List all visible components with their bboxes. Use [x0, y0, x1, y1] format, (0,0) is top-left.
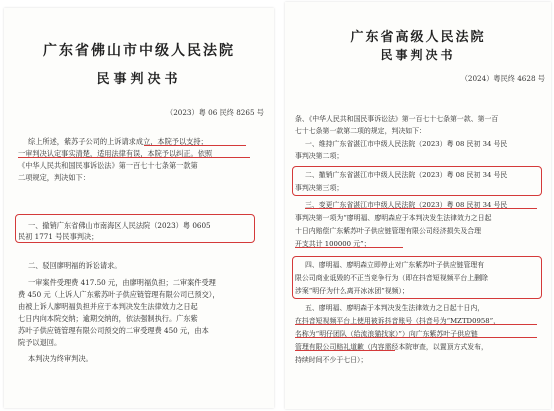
red-underline — [295, 337, 537, 338]
right-text-line: 持续时间不少于七日）； — [295, 356, 368, 364]
right-text-line: 一、维持广东省湛江市中级人民法院（2023）粤 08 民初 34 号民 — [305, 140, 508, 148]
red-underline — [295, 247, 403, 248]
left-text-line: 费 450 元（上诉人广东紫苏叶子供应链管理有限公司已预交）， — [18, 290, 220, 299]
red-underline — [295, 350, 395, 351]
right-text-line: 事判决第三项； — [295, 184, 344, 192]
right-text-line: 限公司商业诋毁的不正当竞争行为（即在抖音短视频平台上删除 — [295, 274, 488, 282]
right-text-line: 开支共计 100000 元”； — [295, 240, 371, 248]
left-doc-type: 民事判决书 — [96, 72, 182, 87]
red-highlight-box — [15, 214, 255, 243]
left-text-line: 《中华人民共和国民事诉讼法》第一百七十七条第一款第 — [18, 161, 198, 170]
left-text-line: 本判决为终审判决。 — [28, 354, 93, 363]
left-court-name: 广东省佛山市中级人民法院 — [43, 43, 235, 59]
right-judgment-page — [285, 2, 551, 409]
right-doc-type: 民事判决书 — [380, 48, 456, 62]
left-text-line: 院予以退回。 — [18, 338, 62, 347]
right-text-line: 管理有限公司赔礼道歉（内容需经本院审查，以置顶方式发布， — [295, 343, 488, 351]
right-text-line: 在抖音短视频平台上使用被诉抖音账号（抖音号为“MZTD0958”， — [295, 317, 501, 325]
right-text-line: 名称为“明仔团队（给流浪猫找家）”）向广东紫苏叶子供应链 — [295, 330, 478, 338]
left-case-number: （2023）粤 06 民终 8265 号 — [166, 108, 264, 117]
red-underline — [295, 324, 537, 325]
right-case-number: （2024）粤民终 4628 号 — [460, 74, 545, 83]
left-text-line: 综上所述，紫苏子公司的上诉请求成立，本院予以支持； — [28, 137, 208, 146]
left-text-line: 民初 1771 号民事判决； — [18, 232, 99, 241]
right-text-line: 四、廖明福、廖明森立即停止对广东紫苏叶子供应链管理有 — [305, 261, 485, 269]
red-underline — [18, 157, 250, 158]
red-underline — [144, 145, 246, 146]
red-underline — [305, 208, 537, 209]
right-text-line: 涉案“明仔为什么离开冰冰团”视频）； — [295, 287, 409, 295]
right-text-line: 七十七条第一款第二项的规定，判决如下： — [295, 127, 426, 135]
left-text-line: 苏叶子供应链管理有限公司预交的二审受理费 450 元，由本 — [18, 326, 209, 335]
right-text-line: 五、廖明福、廖明森于本判决发生法律效力之日起十日内， — [305, 304, 485, 312]
red-highlight-box — [292, 166, 542, 196]
right-court-name: 广东省高级人民法院 — [350, 30, 486, 45]
left-text-line: 由被上诉人廖明福负担并应于本判决发生法律效力之日起 — [18, 302, 198, 311]
right-text-line: 三、变更广东省湛江市中级人民法院（2023）粤 08 民初 34 号民 — [305, 201, 508, 209]
right-text-line: 条、《中华人民共和国民事诉讼法》第一百七十七条第一款、第一百 — [295, 115, 499, 123]
left-text-line: 二、驳回廖明福的诉讼请求。 — [28, 261, 122, 270]
right-text-line: 事判决第一项为“廖明福、廖明森应于本判决发生法律效力之日起 — [295, 214, 492, 222]
left-text-line: 一审案件受理费 417.50 元，由廖明福负担；二审案件受理 — [28, 278, 216, 287]
right-text-line: 事判决第二项； — [295, 152, 344, 160]
left-text-line: 七日内向本院交纳；逾期交纳的，依法强制执行。广东紫 — [18, 314, 198, 323]
right-text-line: 二、撤销广东省湛江市中级人民法院（2023）粤 08 民初 34 号民 — [305, 171, 508, 179]
left-text-line: 一、撤销广东省佛山市南海区人民法院（2023）粤 0605 — [28, 221, 211, 230]
left-judgment-page — [4, 8, 274, 408]
left-text-line: 二项规定，判决如下： — [18, 173, 90, 182]
left-text-line: 一审判决认定事实清楚，适用法律有误，本院予以纠正。依照 — [18, 149, 213, 158]
red-highlight-box — [292, 256, 542, 299]
right-text-line: 十日内赔偿广东紫苏叶子供应链管理有限公司经济损失及合理 — [295, 227, 482, 235]
